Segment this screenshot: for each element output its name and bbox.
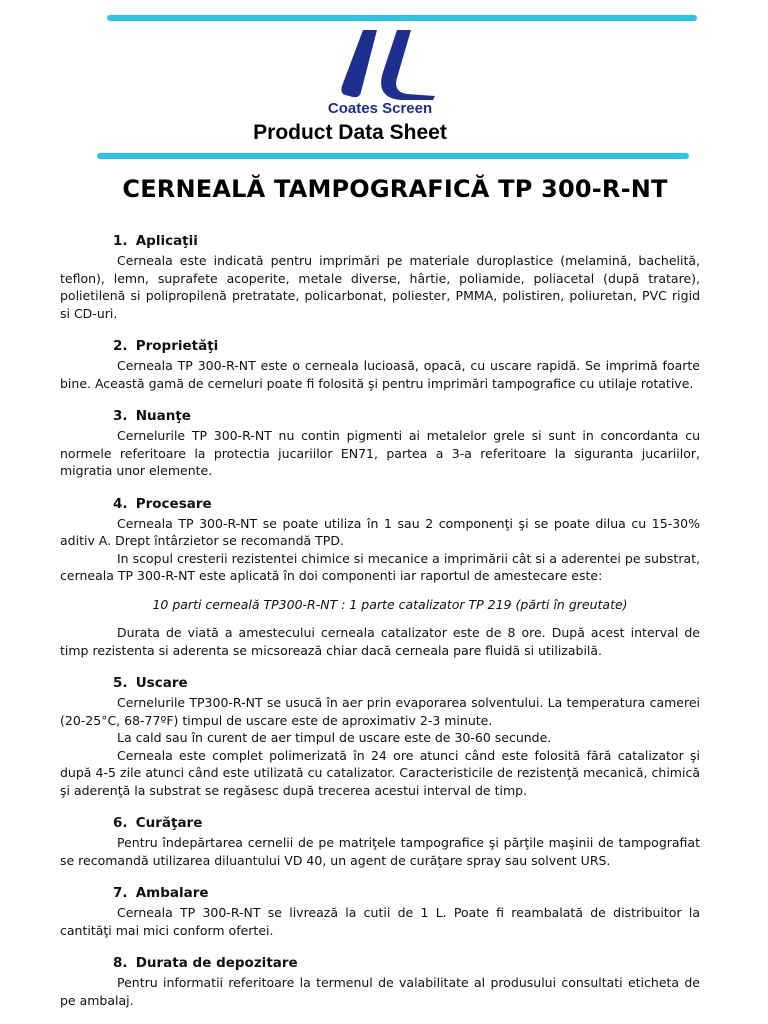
section-storage xyxy=(60,954,700,1009)
section-heading: 4. Procesare xyxy=(113,495,212,512)
paragraph: Durata de viată a amestecului cerneala catalizator este de 8 ore. După acest interval de timp rezistenta si aderenta se micsorează chiar dacă cerneala pare fluidă si utilizabilă. xyxy=(60,625,700,658)
section-heading: 7. Ambalare xyxy=(113,885,209,901)
section-heading: 3. Nuanţe xyxy=(113,408,191,424)
section-heading: 8. Durata de depozitare xyxy=(113,955,298,971)
paragraph: In scopul cresterii rezistentei chimice si mecanice a imprimării cât si a aderentei pe substrat, cerneala TP 300-R-NT este aplicată în doi componenti iar raportul de amestecare este: xyxy=(60,550,700,583)
section-heading: 6. Curăţare xyxy=(113,815,203,831)
coates-screen-logo-icon xyxy=(335,28,445,100)
document-body xyxy=(60,232,700,1024)
section-heading: 1. Aplicaţii xyxy=(113,233,198,249)
section-processing xyxy=(60,495,700,660)
paragraph: Cerneala TP 300-R-NT se livrează la cutii de 1 L. Poate fi reambalată de distribuitor la cantităţi mai mici conform ofertei. xyxy=(60,905,700,938)
brand-name: Coates Screen xyxy=(327,100,433,117)
paragraph: Pentru îndepărtarea cernelii de pe matriţele tampografice şi părţile maşinii de tampografiat se recomandă utilizarea diluantului VD 40, un agent de curăţare spray sau solvent URS. xyxy=(60,835,700,868)
divider-accent-bar xyxy=(97,153,689,159)
paragraph: Cernelurile TP 300-R-NT nu contin pigmenti ai metalelor grele si sunt in concordanta cu normele referitoare la protectia jucariilor EN71, partea a 3-a referitoare la siguranta jucariilor, migratia unor elemente. xyxy=(60,428,700,478)
section-drying xyxy=(60,674,700,799)
section-properties xyxy=(60,337,700,392)
top-accent-bar xyxy=(107,15,697,21)
paragraph: Cerneala TP 300-R-NT se poate utiliza în 1 sau 2 componenţi şi se poate dilua cu 15-30% aditiv A. Drept întârzietor se recomandă TPD. xyxy=(60,515,700,548)
section-applications xyxy=(60,232,700,322)
paragraph: Cerneala este indicată pentru imprimări pe materiale duroplastice (melamină, bachelită, teflon), lemn, suprafete acoperite, metale diverse, hârtie, poliamide, poliacetal (după tratare), polietilenă si polipropilenă pretratate, policarbonat, poliester, PMMA, polistiren, poliuretan, PVC rigid si CD-uri. xyxy=(60,253,700,321)
paragraph: Cerneala TP 300-R-NT este o cerneala lucioasă, opacă, cu uscare rapidă. Se imprimă foarte bine. Această gamă de cerneluri poate fi folosită şi pentru imprimări tampografice cu utilaje rotative. xyxy=(60,358,700,391)
mixing-ratio-formula: 10 parti cerneală TP300-R-NT : 1 parte catalizator TP 219 (părti în greutate) xyxy=(152,596,628,612)
section-cleaning xyxy=(60,814,700,869)
paragraph: La cald sau în curent de aer timpul de uscare este de 30-60 secunde. xyxy=(117,730,552,745)
section-heading: 2. Proprietăţi xyxy=(113,338,219,354)
section-heading: 5. Uscare xyxy=(113,675,188,691)
paragraph: Cerneala este complet polimerizată în 24 ore atunci când este folosită fără catalizator şi după 4-5 zile atunci când este utilizată cu catalizator. Caracteristicile de rezistenţă mecanică, chimică şi aderenţă la substrat se regăsesc după trecerea acestui interval de timp. xyxy=(60,747,700,798)
section-packaging xyxy=(60,884,700,939)
section-shades xyxy=(60,407,700,480)
paragraph: Cernelurile TP300-R-NT se usucă în aer prin evaporarea solventului. La temperatura camerei (20-25°C, 68-77ºF) timpul de uscare este de aproximativ 2-3 minute. xyxy=(60,695,700,728)
document-title: CERNEALĂ TAMPOGRAFICĂ TP 300-R-NT xyxy=(122,175,668,203)
paragraph: Pentru informatii referitoare la termenul de valabilitate al produsului consultati eticheta de pe ambalaj. xyxy=(60,975,700,1008)
sheet-title: Product Data Sheet xyxy=(253,121,447,144)
